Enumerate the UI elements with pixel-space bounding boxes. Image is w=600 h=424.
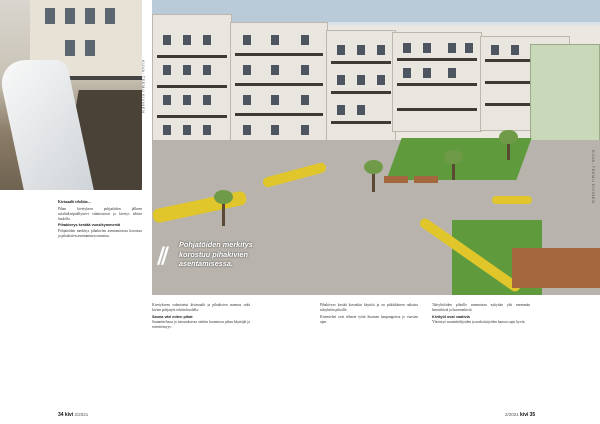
body-paragraph: Pohjatöiden merkitys pihakivien asentamisessa korostuu ja pihakivien asentaminen onnistuu. bbox=[58, 228, 142, 238]
photo-window bbox=[85, 40, 95, 56]
photo-bench bbox=[384, 176, 408, 183]
photo-tree bbox=[452, 160, 455, 180]
photo-tree bbox=[222, 200, 225, 226]
issue-number: 2/2021 bbox=[505, 412, 519, 417]
photo-tree bbox=[372, 170, 375, 192]
photo-deck bbox=[512, 248, 600, 288]
footer-left bbox=[58, 412, 88, 418]
magazine-name: kivi bbox=[520, 412, 529, 418]
page-number: 34 bbox=[58, 412, 64, 418]
photo-credit-left: KUVA: TEEMU KIVINEN bbox=[141, 60, 146, 114]
photo-window bbox=[105, 8, 115, 24]
page-number: 35 bbox=[529, 412, 536, 418]
body-paragraph: Taloyhtiöiden pihoille asennetaan nykyään yhä enemmän betonikiviä ja luonnonkiviä. bbox=[432, 303, 530, 313]
photo-tree bbox=[507, 140, 510, 160]
magazine-name: kivi bbox=[64, 412, 74, 418]
lead-paragraph: Kivimaalit tehdään… bbox=[58, 200, 92, 204]
body-paragraph: Pihan kivetyksen pohjatöiden jälkeen asfalttikivipäällysteet valmistuivat ja kivetys tehtiin huolella. bbox=[58, 206, 142, 221]
text-column-1 bbox=[58, 200, 142, 405]
text-column-2 bbox=[152, 303, 250, 403]
photo-hedge bbox=[492, 196, 532, 204]
quote-mark: // bbox=[157, 244, 166, 269]
text-column-4 bbox=[432, 303, 530, 403]
photo-window bbox=[85, 8, 95, 24]
text-column-3 bbox=[320, 303, 418, 403]
subheading: Kivityöt ovat vaativia bbox=[432, 314, 470, 319]
subheading: Sauna väri miten pihat bbox=[152, 314, 193, 319]
photo-building bbox=[392, 32, 482, 132]
photo-window bbox=[45, 8, 55, 24]
photo-credit-right: KUVA: TEEMU KIVINEN bbox=[591, 150, 596, 204]
body-paragraph: Kivetykseen valmistetut kivimaalit ja pihakivien asennus sekä kivien pohjatyöt tehtiin huolella. bbox=[152, 303, 250, 313]
photo-window bbox=[65, 8, 75, 24]
quote-text: Pohjatöiden merkitys korostuu pihakivien asentamisessa. bbox=[179, 240, 253, 268]
body-paragraph: Pihakiveys kestää kovaakin käyttöä ja on pitkäikäinen ratkaisu taloyhtiön pihoille. bbox=[320, 303, 418, 313]
body-paragraph: Kivimiehet ovat tehneet työtä Suomen kaupungeissa jo vuosien ajan. bbox=[320, 314, 418, 324]
photo-building bbox=[326, 30, 396, 150]
photo-bench bbox=[414, 176, 438, 183]
body-paragraph: Suunnittelussa ja toteutuksessa otettiin huomioon pihan käyttäjät ja esteettömyys. bbox=[152, 319, 250, 329]
footer-right bbox=[505, 412, 535, 418]
body-paragraph: Yhteistyö suunnittelijoiden ja urakoitsijoiden kanssa sujui hyvin. bbox=[432, 319, 526, 324]
photo-window bbox=[65, 40, 75, 56]
construction-photo bbox=[0, 0, 142, 190]
issue-number: 2/2021 bbox=[74, 412, 89, 417]
subheading: Pihakiveys kestää vuosikymmeniä bbox=[58, 223, 121, 228]
